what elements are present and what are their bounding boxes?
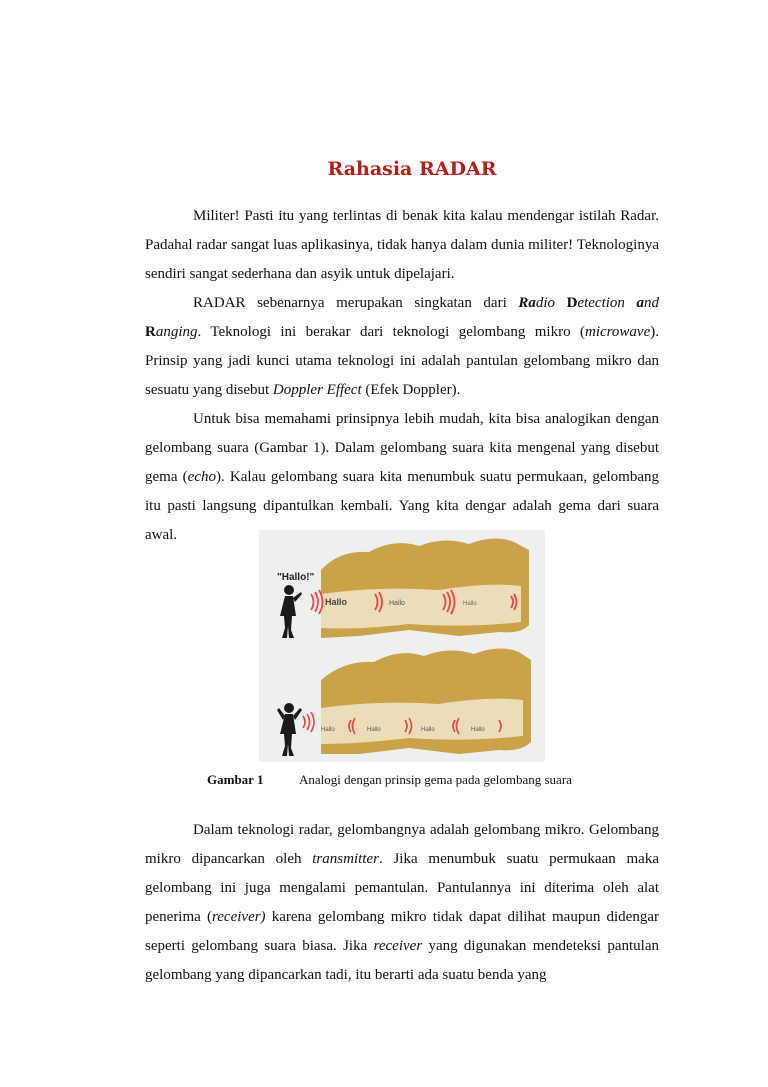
p2-microwave: microwave — [584, 324, 651, 340]
figure-echo-illustration — [259, 530, 545, 762]
hallo-label-1: Hallo — [325, 597, 348, 607]
caption-text: Analogi dengan prinsip gema pada gelombang suara — [299, 772, 572, 787]
paragraph-3 — [145, 405, 659, 550]
cave-bottom — [321, 699, 523, 744]
p3-text-b: ). Kalau gelombang suara kita menumbuk suatu permukaan, gelombang itu pasti langsung dipantulkan kembali. Yang kita dengar adalah gema dari suara awal. — [145, 469, 660, 543]
p2-text-c: ). Prinsip yang jadi kunci utama teknologi ini adalah pantulan gelombang mikro dan sesuatu yang disebut — [145, 324, 659, 398]
paragraph-1 — [145, 202, 659, 289]
p2-text-b: . Teknologi ini berakar dari teknologi gelombang mikro ( — [197, 324, 585, 340]
p2-a: a — [636, 295, 644, 311]
p2-doppler: Doppler Effect — [272, 382, 362, 398]
p2-anging: anging — [155, 324, 198, 340]
p3-text-a: Untuk bisa memahami prinsipnya lebih mudah, kita bisa analogikan dengan gelombang suara (Gambar 1). Dalam gelombang suara kita mengenal yang disebut gema ( — [145, 411, 659, 485]
p2-r: R — [145, 324, 156, 340]
body-text-top — [145, 202, 659, 550]
hallo-label-6: Hallo — [421, 727, 435, 733]
p2-text-a: RADAR sebenarnya merupakan singkatan dari — [193, 295, 519, 311]
hallo-label-4: Hallo — [321, 727, 335, 733]
echo-illustration-svg — [259, 530, 545, 762]
p4-receiver-1: receiver) — [211, 909, 266, 925]
document-title: Rahasia RADAR — [327, 158, 497, 180]
paragraph-4 — [145, 816, 659, 990]
shout-label: "Hallo!" — [277, 572, 315, 583]
p4-receiver-2: receiver — [373, 938, 423, 954]
p2-dio: dio — [535, 295, 567, 311]
p2-ra: Ra — [518, 295, 536, 311]
p2-d: D — [566, 295, 578, 311]
p2-etection: etection — [577, 295, 637, 311]
p4-text-b: . Jika menumbuk suatu permukaan maka gelombang ini juga mengalami pemantulan. Pantulannya ini diterima oleh alat penerima ( — [145, 851, 659, 925]
p4-transmitter: transmitter — [312, 851, 379, 867]
body-text-bottom — [145, 816, 659, 990]
p2-nd: nd — [644, 295, 659, 311]
hallo-label-7: Hallo — [471, 727, 485, 733]
caption-label: Gambar 1 — [207, 772, 264, 787]
hallo-label-3: Hallo — [463, 601, 477, 607]
p3-echo: echo — [187, 469, 216, 485]
hallo-label-5: Hallo — [367, 727, 381, 733]
paragraph-2 — [145, 289, 659, 405]
p2-text-d: (Efek Doppler). — [361, 382, 461, 398]
p1-text: Militer! Pasti itu yang terlintas di benak kita kalau mendengar istilah Radar. Padahal radar sangat luas aplikasinya, tidak hanya dalam dunia militer! Teknologinya sendiri sangat sederhana dan asyik untuk dipelajari. — [145, 208, 659, 282]
p4-text-d: yang digunakan mendeteksi pantulan gelombang yang dipancarkan tadi, itu berarti ada suatu benda yang — [145, 938, 660, 983]
p4-text-c: karena gelombang mikro tidak dapat dilihat maupun didengar seperti gelombang suara biasa. Jika — [145, 909, 659, 954]
cave-top — [321, 585, 521, 629]
p4-text-a: Dalam teknologi radar, gelombangnya adalah gelombang mikro. Gelombang mikro dipancarkan oleh — [145, 822, 659, 867]
hallo-label-2: Hallo — [389, 600, 405, 607]
